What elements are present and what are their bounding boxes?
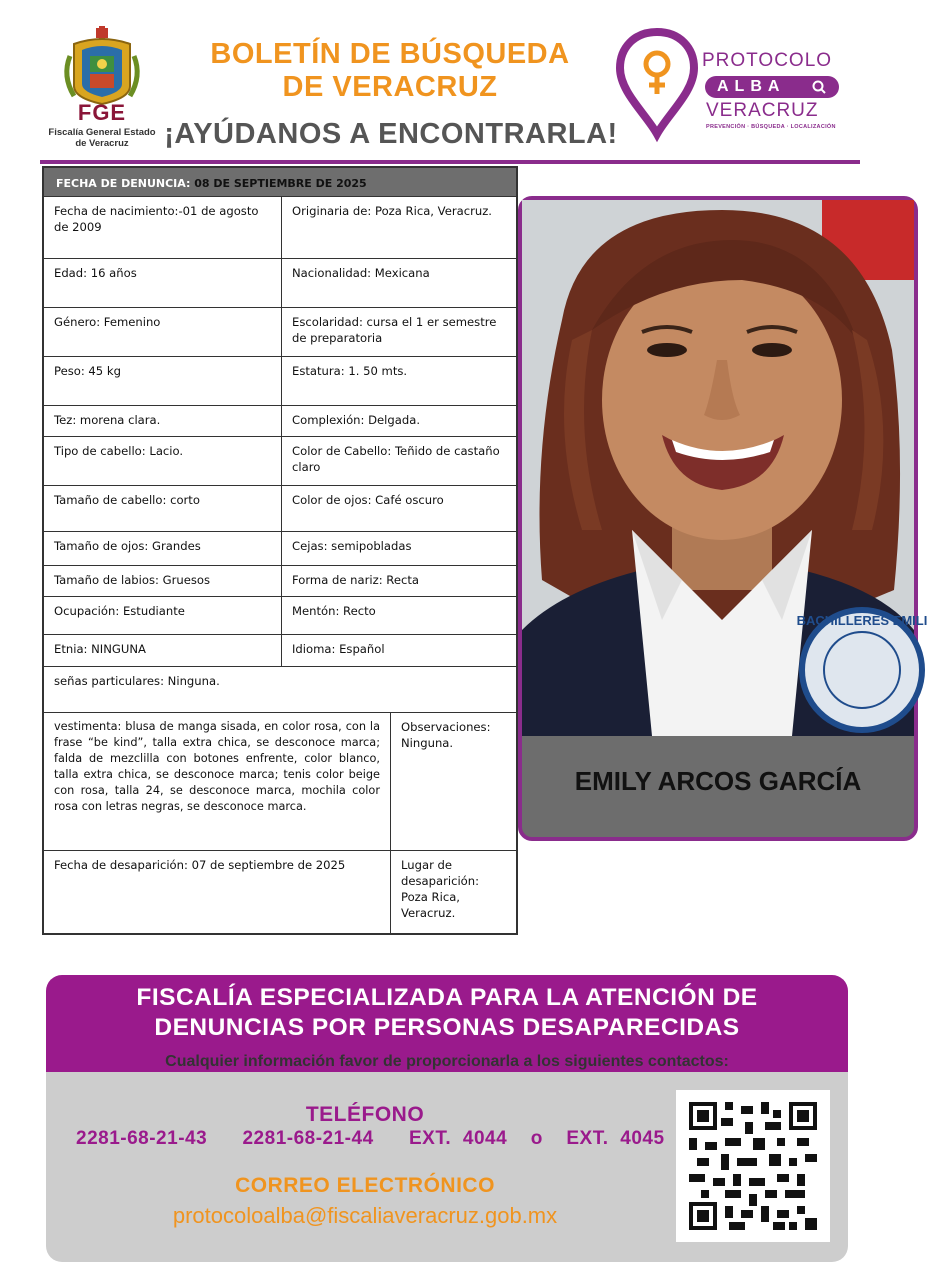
phone-label: TELÉFONO (305, 1103, 425, 1126)
report-date-cell (44, 168, 516, 196)
nose-shape-cell: Forma de nariz: Recta (292, 573, 419, 587)
skin-tone-cell: Tez: morena clara. (44, 406, 282, 436)
table-row (44, 357, 516, 406)
birthdate-cell: Fecha de nacimiento:-01 de agosto de 2009 (44, 197, 282, 258)
fge-label: FGE (77, 100, 127, 125)
occupation-cell: Ocupación: Estudiante (44, 597, 282, 634)
email-link[interactable]: protocoloalba@fiscaliaveracruz.gob.mx (172, 1203, 558, 1228)
hair-type-cell: Tipo de cabello: Lacio. (44, 437, 282, 485)
table-row (44, 635, 516, 667)
uniform-badge-text: BACHILLERES EMILI (796, 613, 928, 628)
photo-card (518, 196, 928, 841)
help-find-her-slogan: ¡AYÚDANOS A ENCONTRARLA! (164, 118, 618, 150)
missing-person-info-table (42, 166, 518, 935)
contact-instructions: Cualquier información favor de proporcionarla a los siguientes contactos: (165, 1053, 729, 1070)
nationality-cell: Nacionalidad: Mexicana (292, 266, 430, 280)
clothing-cell: vestimenta: blusa de manga sisada, en color rosa, con la frase “be kind”, talla extra chica, se desconoce marca; falda de mezclilla con botones enfrente, color blanco, talla extra chica, se desconoce marca; tenis color beige con rosa, talla 24, se desconoce marca, mochila color rosa con letras negras, se desconoce marca. (44, 713, 391, 850)
email-label: CORREO ELECTRÓNICO (235, 1174, 495, 1197)
observations-cell: Observaciones: Ninguna. (401, 720, 491, 750)
table-row (44, 308, 516, 357)
table-row (44, 566, 516, 597)
table-row (44, 437, 516, 486)
hair-length-cell: Tamaño de cabello: corto (44, 486, 282, 531)
disappearance-date-cell: Fecha de desaparición: 07 de septiembre de 2025 (44, 851, 391, 933)
alba-veracruz-label: VERACRUZ (706, 100, 819, 121)
phone-numbers[interactable]: 2281-68-21-43 2281-68-21-44 EXT. 4044 o EXT. 4045 (76, 1128, 665, 1149)
report-date-value: 08 DE SEPTIEMBRE DE 2025 (194, 177, 367, 190)
fge-subtitle: Fiscalía General Estado de Veracruz (48, 127, 156, 149)
eyebrows-cell: Cejas: semipobladas (292, 539, 412, 553)
chin-cell: Mentón: Recto (292, 604, 376, 618)
disappearance-place-cell: Lugar de desaparición: Poza Rica, Veracruz. (401, 858, 480, 920)
table-row (44, 532, 516, 566)
table-row (44, 667, 516, 713)
alba-pill-label: ALBA (705, 76, 839, 98)
build-cell: Complexión: Delgada. (292, 413, 421, 427)
bulletin-title-line1: BOLETÍN DE BÚSQUEDA (210, 38, 570, 70)
bulletin-title (170, 38, 610, 104)
protocolo-alba-pin-icon (616, 28, 698, 138)
table-row (44, 486, 516, 532)
table-row (44, 713, 516, 851)
table-row (44, 197, 516, 259)
ethnicity-cell: Etnia: NINGUNA (44, 635, 282, 666)
schooling-cell: Escolaridad: cursa el 1 er semestre de preparatoria (292, 315, 497, 345)
eye-size-cell: Tamaño de ojos: Grandes (44, 532, 282, 565)
height-cell: Estatura: 1. 50 mts. (292, 364, 408, 378)
origin-cell: Originaria de: Poza Rica, Veracruz. (292, 204, 492, 218)
report-date-label: FECHA DE DENUNCIA: (56, 177, 191, 190)
header-divider (40, 160, 860, 164)
age-cell: Edad: 16 años (44, 259, 282, 307)
table-row (44, 406, 516, 437)
table-row (44, 259, 516, 308)
lip-size-cell: Tamaño de labios: Gruesos (44, 566, 282, 596)
qr-code-icon[interactable] (689, 1102, 817, 1230)
missing-person-photo (522, 200, 928, 736)
weight-cell: Peso: 45 kg (44, 357, 282, 405)
missing-person-name: EMILY ARCOS GARCÍA (574, 766, 862, 796)
agency-title: FISCALÍA ESPECIALIZADA PARA LA ATENCIÓN DE DENUNCIAS POR PERSONAS DESAPARECIDAS (136, 984, 758, 1041)
distinguishing-marks-cell: señas particulares: Ninguna. (54, 674, 220, 688)
search-icon (811, 79, 827, 95)
bulletin-title-line2: DE VERACRUZ (282, 71, 498, 103)
table-row (44, 597, 516, 635)
eye-color-cell: Color de ojos: Café oscuro (292, 493, 444, 507)
table-row (44, 851, 516, 935)
gender-cell: Género: Femenino (44, 308, 282, 356)
report-date-row (44, 168, 516, 197)
alba-tagline: PREVENCIÓN · BÚSQUEDA · LOCALIZACIÓN (706, 124, 836, 130)
alba-protocolo-label: PROTOCOLO (702, 50, 833, 71)
language-cell: Idioma: Español (292, 642, 385, 656)
hair-color-cell: Color de Cabello: Teñido de castaño claro (292, 444, 500, 474)
